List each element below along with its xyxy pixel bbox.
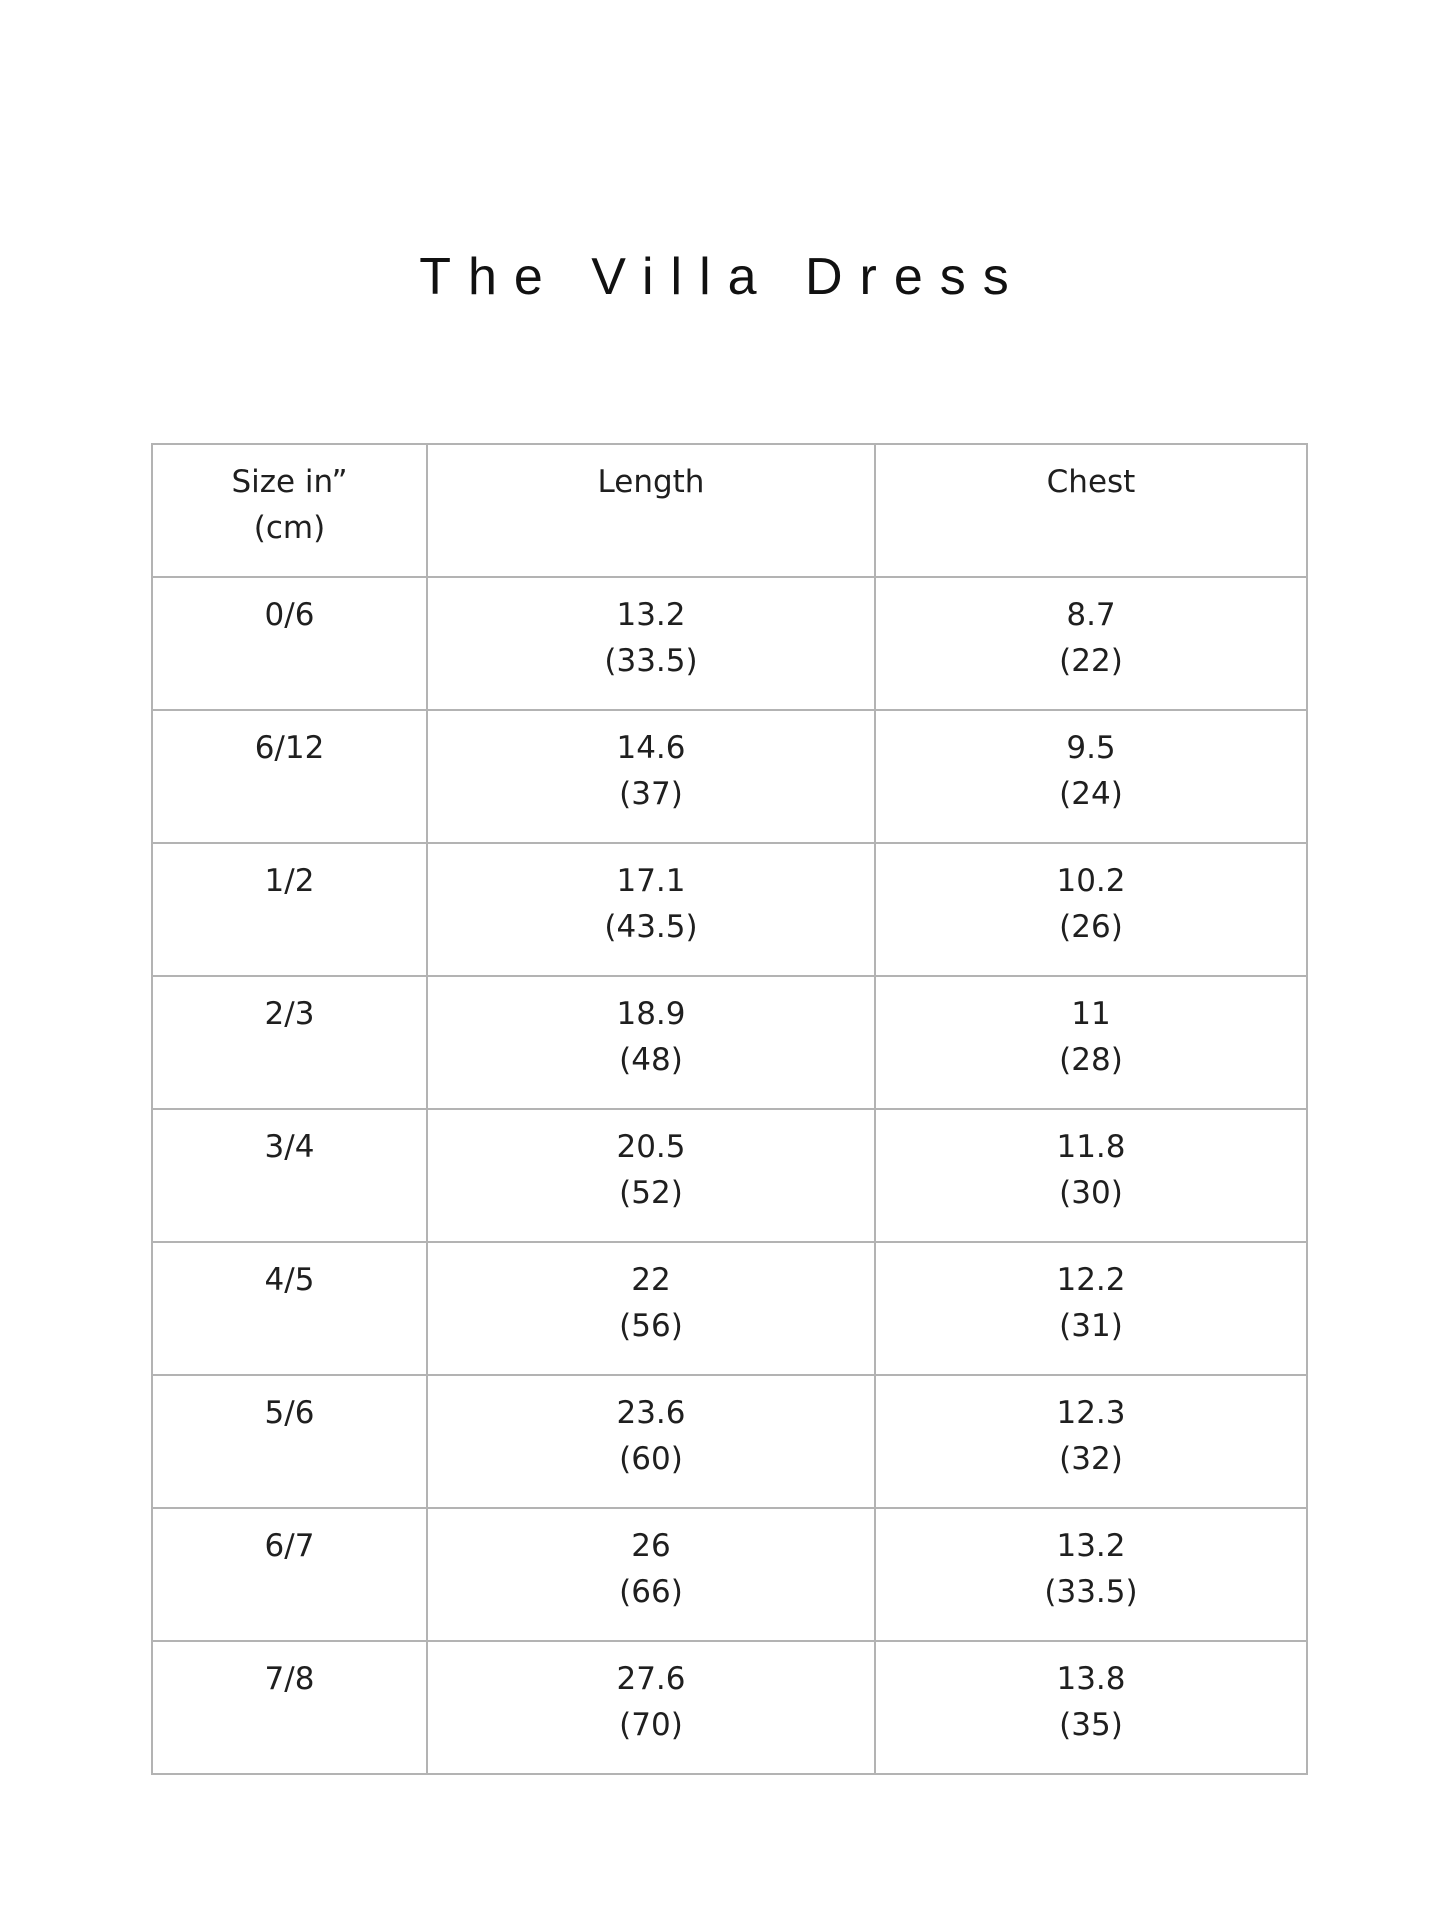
table-row: [152, 1375, 1307, 1508]
chest-cell: [875, 1375, 1307, 1508]
size-value: 6/12: [254, 730, 325, 766]
length-inches: 26: [631, 1528, 671, 1564]
length-inches: 13.2: [616, 597, 686, 633]
size-cell: [152, 1109, 427, 1242]
size-value: 1/2: [264, 863, 315, 899]
table-row: [152, 1641, 1307, 1774]
length-cell: [427, 1109, 875, 1242]
table-row: [152, 1508, 1307, 1641]
length-cm: (37): [619, 776, 683, 812]
table-row: [152, 843, 1307, 976]
length-cell: [427, 843, 875, 976]
size-chart-table: [151, 443, 1308, 1775]
length-cell: [427, 1375, 875, 1508]
chest-cm: (22): [1059, 643, 1123, 679]
length-inches: 23.6: [616, 1395, 686, 1431]
chest-cm: (28): [1059, 1042, 1123, 1078]
table-row: [152, 1242, 1307, 1375]
chest-cm: (30): [1059, 1175, 1123, 1211]
size-cell: [152, 1641, 427, 1774]
size-value: 6/7: [264, 1528, 315, 1564]
header-size-label: Size in”: [231, 464, 348, 500]
chest-inches: 8.7: [1066, 597, 1116, 633]
table-body: [152, 577, 1307, 1774]
length-inches: 20.5: [616, 1129, 686, 1165]
chest-cell: [875, 843, 1307, 976]
header-size: [152, 444, 427, 577]
chest-cell: [875, 577, 1307, 710]
chest-inches: 12.2: [1056, 1262, 1126, 1298]
chest-cell: [875, 976, 1307, 1109]
length-cell: [427, 577, 875, 710]
chest-cell: [875, 710, 1307, 843]
size-value: 7/8: [264, 1661, 315, 1697]
chest-cell: [875, 1508, 1307, 1641]
chest-cm: (32): [1059, 1441, 1123, 1477]
chest-cm: (26): [1059, 909, 1123, 945]
chest-inches: 10.2: [1056, 863, 1126, 899]
length-cm: (70): [619, 1707, 683, 1743]
size-value: 2/3: [264, 996, 315, 1032]
header-length-label: Length: [597, 464, 705, 500]
size-cell: [152, 976, 427, 1109]
length-cell: [427, 1641, 875, 1774]
header-chest: [875, 444, 1307, 577]
chest-cm: (35): [1059, 1707, 1123, 1743]
length-cm: (52): [619, 1175, 683, 1211]
chest-cm: (31): [1059, 1308, 1123, 1344]
size-value: 5/6: [264, 1395, 315, 1431]
length-cm: (66): [619, 1574, 683, 1610]
chest-cm: (24): [1059, 776, 1123, 812]
length-inches: 22: [631, 1262, 671, 1298]
length-cell: [427, 976, 875, 1109]
length-inches: 14.6: [616, 730, 686, 766]
table-row: [152, 577, 1307, 710]
chest-cm: (33.5): [1044, 1574, 1138, 1610]
table-row: [152, 710, 1307, 843]
header-size-unit: (cm): [253, 510, 326, 546]
chest-inches: 9.5: [1066, 730, 1116, 766]
chest-inches: 13.2: [1056, 1528, 1126, 1564]
size-value: 3/4: [264, 1129, 315, 1165]
chest-cell: [875, 1242, 1307, 1375]
chest-inches: 13.8: [1056, 1661, 1126, 1697]
chest-cell: [875, 1641, 1307, 1774]
length-cell: [427, 1242, 875, 1375]
size-cell: [152, 577, 427, 710]
length-cm: (33.5): [604, 643, 698, 679]
table-row: [152, 976, 1307, 1109]
length-inches: 18.9: [616, 996, 686, 1032]
table-header-row: [152, 444, 1307, 577]
length-inches: 27.6: [616, 1661, 686, 1697]
header-chest-label: Chest: [1046, 464, 1136, 500]
table-row: [152, 1109, 1307, 1242]
length-cell: [427, 710, 875, 843]
size-value: 0/6: [264, 597, 315, 633]
page-title: The Villa Dress: [419, 247, 1026, 306]
size-cell: [152, 1375, 427, 1508]
chest-cell: [875, 1109, 1307, 1242]
length-cell: [427, 1508, 875, 1641]
chest-inches: 12.3: [1056, 1395, 1126, 1431]
length-cm: (48): [619, 1042, 683, 1078]
size-cell: [152, 1242, 427, 1375]
size-cell: [152, 843, 427, 976]
chest-inches: 11: [1071, 996, 1111, 1032]
length-inches: 17.1: [616, 863, 686, 899]
length-cm: (43.5): [604, 909, 698, 945]
size-cell: [152, 710, 427, 843]
length-cm: (56): [619, 1308, 683, 1344]
chest-inches: 11.8: [1056, 1129, 1126, 1165]
header-length: [427, 444, 875, 577]
size-cell: [152, 1508, 427, 1641]
size-value: 4/5: [264, 1262, 315, 1298]
length-cm: (60): [619, 1441, 683, 1477]
